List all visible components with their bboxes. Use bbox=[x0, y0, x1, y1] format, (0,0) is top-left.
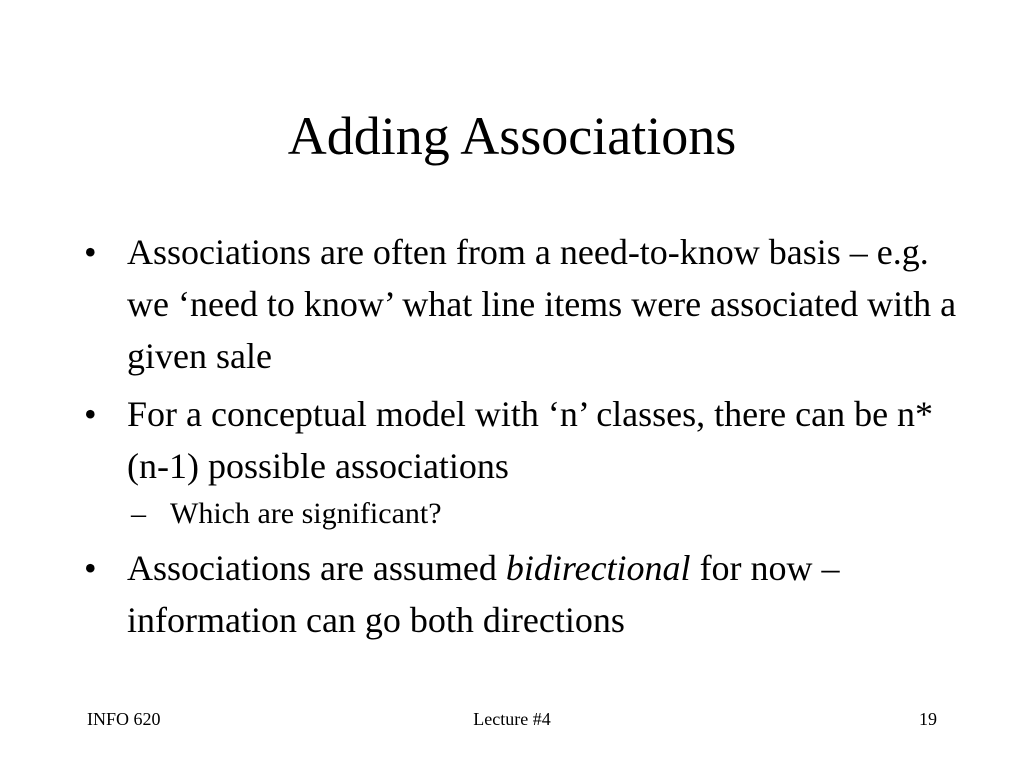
bullet-marker: • bbox=[84, 232, 97, 272]
bullet-item bbox=[84, 226, 964, 382]
bullet-text-emphasis: bidirectional bbox=[505, 548, 691, 588]
slide-title: Adding Associations bbox=[287, 106, 737, 166]
bullet-list bbox=[84, 226, 964, 652]
footer-lecture: Lecture #4 bbox=[473, 709, 551, 729]
bullet-item bbox=[84, 388, 964, 536]
bullet-text: For a conceptual model with ‘n’ classes, there can be n*(n-1) possible associations bbox=[127, 394, 934, 486]
footer-course: INFO 620 bbox=[87, 709, 161, 729]
sub-bullet-list bbox=[127, 492, 964, 536]
bullet-item bbox=[84, 542, 964, 646]
bullet-marker: • bbox=[84, 548, 97, 588]
bullet-text-after: for now – information can go both directions bbox=[127, 548, 840, 640]
bullet-text-before: Associations are assumed bbox=[127, 548, 506, 588]
bullet-text: Associations are often from a need-to-know basis – e.g. we ‘need to know’ what line items were associated with a given sale bbox=[127, 232, 957, 376]
sub-bullet-marker: – bbox=[131, 497, 146, 530]
footer-page-number: 19 bbox=[919, 709, 937, 729]
sub-bullet-item bbox=[131, 492, 964, 536]
sub-bullet-text: Which are significant? bbox=[170, 497, 442, 530]
bullet-marker: • bbox=[84, 394, 97, 434]
